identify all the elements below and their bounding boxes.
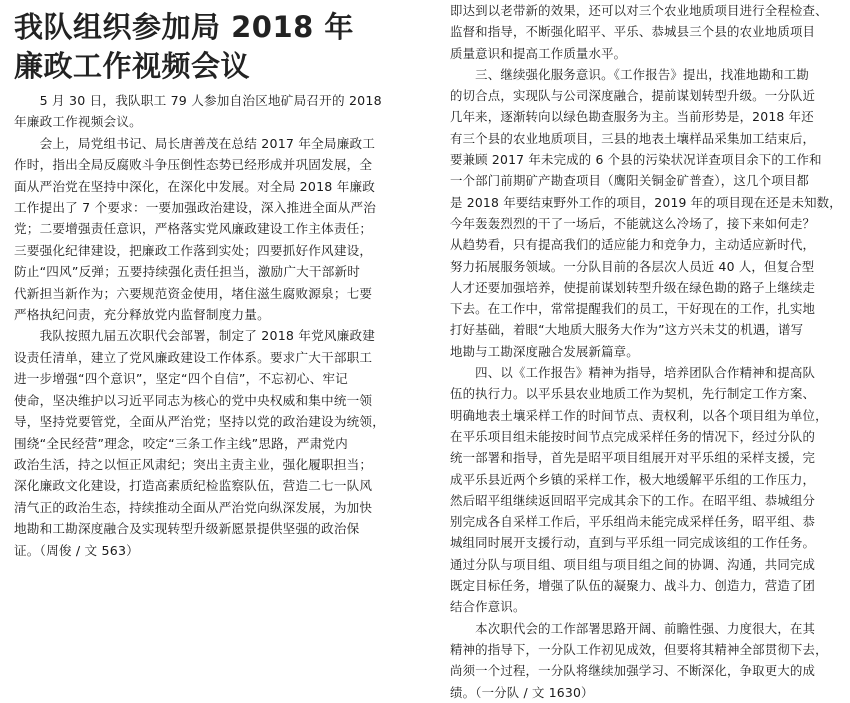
text-line: 地勘与工勘深度融合发展新篇章。 <box>450 343 639 359</box>
paragraph <box>14 325 418 560</box>
text-line: 绩。（一分队 / 文 1630） <box>450 684 594 700</box>
title-line: 廉政工作视频会议 <box>14 49 251 83</box>
right-article-body <box>450 0 842 703</box>
text-line: 人才还要加强培养，使提前谋划转型升级在绿色勘的路子上继续走 <box>450 279 816 295</box>
text-line: 政治生活，持之以恒正风肃纪；突出主责主业，强化履职担当； <box>14 456 373 472</box>
text-line: 工作提出了 7 个要求：一要加强政治建设，深入推进全面从严治 <box>14 200 377 216</box>
text-line: 打好基础，着眼“大地质大服务大作为”这方兴未艾的机遇，谱写 <box>450 322 804 338</box>
text-line: 围绕“全民经营”理念，咬定“三条工作主线”思路，严肃党内 <box>14 435 348 451</box>
text-line: 地勘和工勘深度融合及实现转型升级新愿景提供坚强的政治保 <box>14 521 360 537</box>
text-line: 城组同时展开支援行动，直到与平乐组一同完成该组的工作任务。 <box>450 535 816 551</box>
text-line: 使命，坚决维护以习近平同志为核心的党中央权威和集中统一领 <box>14 392 373 408</box>
left-article-body <box>14 90 418 561</box>
text-line: 会上，局党组书记、局长唐善茂在总结 2017 年全局廉政工 <box>14 135 376 151</box>
text-line: 一个部门前期矿产勘查项目（鹰阳关铜金矿普查），这几个项目都 <box>450 173 809 189</box>
text-line: 设责任清单，建立了党风廉政建设工作体系。要求广大干部职工 <box>14 349 373 365</box>
text-line: 质量意识和提高工作质量水平。 <box>450 45 627 61</box>
text-line: 几年来，逐渐转向以绿色勘查服务为主。当前形势是，2018 年还 <box>450 109 814 125</box>
text-line: 统一部署和指导，首先是昭平项目组展开对平乐组的采样支援，完 <box>450 450 816 466</box>
right-column <box>450 0 842 703</box>
text-line: 努力拓展服务领域。一分队目前的各层次人员近 40 人，但复合型 <box>450 258 815 274</box>
text-line: 明确地表土壤采样工作的时间节点、责权利，以各个项目组为单位， <box>450 407 828 423</box>
text-line: 四、以《工作报告》精神为指导，培养团队合作精神和提高队 <box>450 365 816 381</box>
text-line: 三、继续强化服务意识。《工作报告》提出，找准地勘和工勘 <box>450 66 809 82</box>
text-line: 下去。在工作中，常常提醒我们的员工，干好现在的工作，扎实地 <box>450 301 816 317</box>
text-line: 在平乐项目组未能按时间节点完成采样任务的情况下，经过分队的 <box>450 428 816 444</box>
article-title <box>14 8 418 86</box>
paragraph <box>14 90 418 133</box>
text-line: 从趋势看，只有提高我们的适应能力和竞争力，主动适应新时代， <box>450 237 816 253</box>
paragraph <box>450 618 842 703</box>
text-line: 证。（周俊 / 文 563） <box>14 542 139 558</box>
text-line: 通过分队与项目组、项目组与项目组之间的协调、沟通，共同完成 <box>450 556 816 572</box>
text-line: 我队按照九届五次职代会部署，制定了 2018 年党风廉政建 <box>14 328 376 344</box>
left-column <box>14 0 418 561</box>
paragraph <box>14 133 418 326</box>
text-line: 进一步增强“四个意识”，坚定“四个自信”，不忘初心、牢记 <box>14 371 348 387</box>
text-line: 结合作意识。 <box>450 599 526 615</box>
text-line: 防止“四风”反弹；五要持续强化责任担当，激励广大干部新时 <box>14 264 361 280</box>
text-line: 即达到以老带新的效果，还可以对三个农业地质项目进行全程检查、 <box>450 3 828 18</box>
text-line: 然后昭平组继续返回昭平完成其余下的工作。在昭平组、恭城组分 <box>450 492 816 508</box>
text-line: 尚须一个过程，一分队将继续加强学习、不断深化，争取更大的成 <box>450 663 816 679</box>
text-line: 深化廉政文化建设，打造高素质纪检监察队伍，营造二七一队风 <box>14 478 373 494</box>
text-line: 今年轰轰烈烈的干了一场后，不能就这么冷场了，接下来如何走？ <box>450 215 816 231</box>
text-line: 本次职代会的工作部署思路开阔、前瞻性强、力度很大，在其 <box>450 620 816 636</box>
text-line: 有三个县的农业地质项目，三县的地表土壤样品采集加工结束后， <box>450 130 816 146</box>
text-line: 是 2018 年要结束野外工作的项目，2019 年的项目现在还是未知数， <box>450 194 842 210</box>
paragraph <box>450 0 842 64</box>
text-line: 代新担当新作为；六要规范资金使用，堵住滋生腐败源泉；七要 <box>14 285 373 301</box>
text-line: 别完成各自采样工作后，平乐组尚未能完成采样任务，昭平组、恭 <box>450 514 816 530</box>
text-line: 清气正的政治生态，持续推动全面从严治党向纵深发展，为加快 <box>14 499 373 515</box>
text-line: 年廉政工作视频会议。 <box>14 114 142 130</box>
text-line: 既定目标任务，增强了队伍的凝聚力、战斗力、创造力，营造了团 <box>450 578 816 594</box>
text-line: 成平乐县近两个乡镇的采样工作，极大地缓解平乐组的工作压力， <box>450 471 816 487</box>
title-line: 我队组织参加局 2018 年 <box>14 10 354 44</box>
text-line: 严格执纪问责，充分释放党内监督制度力量。 <box>14 307 270 323</box>
text-line: 5 月 30 日，我队职工 79 人参加自治区地矿局召开的 2018 <box>14 93 382 108</box>
text-line: 作时，指出全局反腐败斗争压倒性态势已经形成并巩固发展，全 <box>14 157 373 173</box>
text-line: 导，坚持党要管党，全面从严治党；坚持以党的政治建设为统领， <box>14 414 386 430</box>
text-line: 伍的执行力。以平乐县农业地质工作为契机，先行制定工作方案、 <box>450 386 816 402</box>
text-line: 的切合点，实现队与公司深度融合，提前谋划转型升级。一分队近 <box>450 88 816 104</box>
text-line: 三要强化纪律建设，把廉政工作落到实处；四要抓好作风建设， <box>14 242 373 258</box>
text-line: 面从严治党在坚持中深化，在深化中发展。对全局 2018 年廉政 <box>14 178 376 194</box>
text-line: 党；二要增强责任意识，严格落实党风廉政建设工作主体责任； <box>14 221 373 237</box>
text-line: 要兼顾 2017 年未完成的 6 个县的污染状况详查项目余下的工作和 <box>450 152 822 168</box>
text-line: 精神的指导下，一分队工作初见成效，但要将其精神全部贯彻下去， <box>450 641 828 657</box>
paragraph <box>450 362 842 618</box>
text-line: 监督和指导，不断强化昭平、平乐、恭城县三个县的农业地质项目 <box>450 24 816 40</box>
paragraph <box>450 64 842 362</box>
